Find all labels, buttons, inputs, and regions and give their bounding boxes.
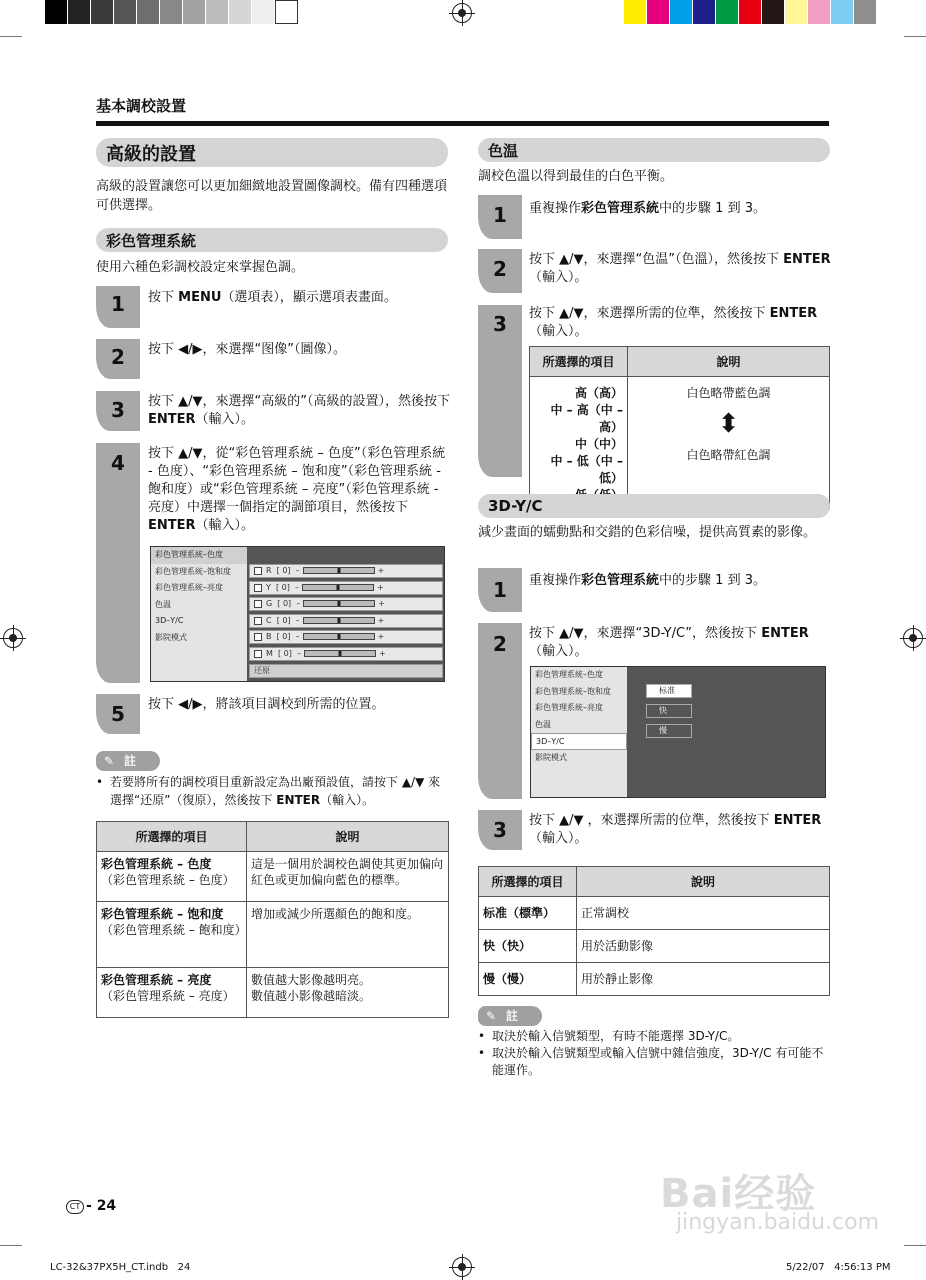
gray-swatch: [160, 0, 183, 24]
footer-timestamp: 5/22/07 4:56:13 PM: [786, 1262, 891, 1273]
step-text: 按下 ▲/▼ ，來選擇所需的位準，然後按下 ENTER（輸入）。: [529, 813, 822, 846]
gray-swatch: [91, 0, 114, 24]
cms-slider-row[interactable]: [249, 630, 443, 644]
desc-top: 白色略帶藍色調: [686, 386, 771, 400]
cms-slider-row[interactable]: [249, 614, 443, 628]
level: 高（高）: [574, 386, 623, 400]
step-marker: [96, 443, 140, 683]
color-swatch: [739, 0, 762, 24]
slider-value: [ 0]: [276, 632, 291, 642]
gray-swatch: [183, 0, 206, 24]
gray-swatch: [137, 0, 160, 24]
level: 中 – 高（中 – 高）: [550, 403, 623, 434]
gray-calibration-bar: [45, 0, 298, 24]
table-header: 所選擇的項目: [530, 347, 628, 377]
step-number: 2: [111, 345, 125, 369]
paperclip-icon: ✎: [104, 754, 115, 768]
slider-value: [ 0]: [276, 566, 291, 575]
watermark-url: jingyan.baidu.com: [676, 1210, 880, 1235]
slider-value: [ 0]: [278, 649, 292, 658]
step-number: 3: [493, 818, 507, 842]
page-prefix: CT: [66, 1200, 84, 1214]
slider-track[interactable]: [304, 650, 376, 657]
table-header: 說明: [628, 347, 830, 377]
level: 中（中）: [574, 437, 623, 451]
step-text: 按下 ▲/▼，來選擇“色温”（色溫），然後按下 ENTER（輸入）。: [529, 252, 831, 285]
color-swatch: [693, 0, 716, 24]
table-header: 所選擇的項目: [97, 822, 247, 852]
menu-item[interactable]: 彩色管理系統–亮度: [155, 583, 223, 592]
slider-track[interactable]: [303, 633, 375, 640]
step-text: 按下 ▲/▼，來選擇“3D-Y/C”，然後按下 ENTER（輸入）。: [529, 626, 809, 659]
step-text: 按下 ▲/▼，從“彩色管理系統 – 色度”（彩色管理系統 - 色度）、“彩色管理系統 – 饱和度”（彩色管理系統 - 飽和度）或“彩色管理系統 – 亮度”（彩色管理系統 - 亮度）中選擇一個指定的調節項目，然後按下 ENTER（輸入）。: [148, 446, 446, 533]
menu-item[interactable]: 3D–Y/C: [155, 616, 184, 625]
option-fast[interactable]: 快: [646, 704, 692, 718]
note-text: • 取決於輸入信號類型，有時不能選擇 3D-Y/C。: [478, 1029, 740, 1043]
checkbox[interactable]: [254, 633, 262, 641]
slider-value: [ 0]: [275, 582, 290, 592]
step-number: 2: [493, 632, 507, 656]
checkbox[interactable]: [254, 584, 262, 592]
level: 中 – 低（中 – 低）: [550, 454, 623, 485]
step-text: 重複操作彩色管理系統中的步驟 1 到 3。: [529, 201, 766, 216]
gray-swatch: [45, 0, 68, 24]
color-temp-intro: 調校色溫以得到最佳的白色平衡。: [478, 169, 674, 184]
menu-item[interactable]: 色温: [155, 599, 171, 609]
watermark-logo: Bai经验: [660, 1171, 817, 1217]
step-number: 1: [493, 578, 507, 602]
table-cell: [628, 377, 830, 509]
table-cell: 彩色管理系統 – 饱和度 （彩色管理系統 – 飽和度）: [97, 902, 247, 968]
slider-label: C: [266, 615, 272, 625]
cms-intro: 使用六種色彩調校設定來掌握色調。: [96, 260, 305, 275]
option-slow[interactable]: 慢: [646, 724, 692, 738]
table-cell: 彩色管理系統 – 色度 （彩色管理系統 – 色度）: [97, 852, 247, 902]
table-cell: [530, 377, 628, 509]
3dyc-screen: [530, 666, 826, 798]
gray-swatch: [229, 0, 252, 24]
note-text: • 取決於輸入信號類型或輸入信號中雜信強度，3D-Y/C 有可能不能運作。: [478, 1046, 824, 1077]
color-swatch: [647, 0, 670, 24]
step-number: 1: [493, 203, 507, 227]
menu-item[interactable]: 彩色管理系統–亮度: [535, 703, 603, 712]
3dyc-screen-menu: [531, 667, 627, 797]
step-number: 1: [111, 292, 125, 316]
slider-minus: –: [295, 632, 300, 642]
step-number: 5: [111, 702, 125, 726]
step-text: 按下 ▲/▼，來選擇“高級的”（高級的設置），然後按下 ENTER（輸入）。: [148, 394, 450, 427]
crop-mark: [0, 36, 22, 37]
gray-swatch: [114, 0, 137, 24]
note-text: • 若要將所有的調校項目重新設定為出廠預設值，請按下 ▲/▼ 來選擇“还原”（復原），然後按下 ENTER（輸入）。: [96, 775, 441, 807]
paperclip-icon: ✎: [486, 1009, 497, 1023]
menu-item[interactable]: 彩色管理系統–饱和度: [155, 566, 231, 576]
gray-swatch: [68, 0, 91, 24]
gray-swatch: [252, 0, 275, 24]
table-cell: 增加或減少所選顏色的飽和度。: [247, 902, 449, 968]
step-text: 按下 ▲/▼，來選擇所需的位準，然後按下 ENTER（輸入）。: [529, 306, 818, 339]
slider-plus: +: [376, 582, 384, 592]
slider-plus: +: [377, 632, 385, 642]
menu-item[interactable]: 影院模式: [155, 632, 187, 642]
note-badge: ✎ 註: [478, 1006, 542, 1026]
cms-slider-row[interactable]: [249, 597, 443, 611]
slider-label: B: [266, 632, 272, 642]
3dyc-table: [478, 866, 830, 996]
color-swatch: [785, 0, 808, 24]
registration-mark-left: [3, 628, 23, 648]
cms-screen-menu: [151, 547, 247, 681]
table-header: 所選擇的項目: [479, 867, 577, 897]
option-standard[interactable]: 标准: [646, 684, 692, 698]
slider-minus: –: [296, 649, 301, 658]
gray-swatch: [206, 0, 229, 24]
slider-minus: –: [296, 599, 301, 609]
footer-file: LC-32&37PX5H_CT.indb 24: [50, 1262, 191, 1273]
slider-track[interactable]: [302, 584, 374, 591]
color-swatch: [854, 0, 877, 24]
registration-mark-bottom: [452, 1257, 472, 1277]
step-number: 3: [493, 312, 507, 336]
table-cell: 這是一個用於調校色調使其更加偏向紅色或更加偏向藍色的標準。: [247, 852, 449, 902]
table-cell: 快（快）: [479, 930, 577, 963]
menu-item[interactable]: 彩色管理系統–色度: [151, 547, 247, 564]
step-number: 2: [493, 257, 507, 281]
desc-bottom: 白色略帶紅色調: [686, 448, 771, 462]
cms-screen: [150, 546, 445, 682]
menu-item[interactable]: 色温: [535, 719, 551, 729]
section-title-advanced: 高級的設置: [96, 138, 448, 167]
table-cell: 數值越大影像越明亮。 數值越小影像越暗淡。: [247, 968, 449, 1018]
table-cell: 正常調校: [577, 897, 830, 930]
table-cell: 用於靜止影像: [577, 963, 830, 996]
table-cell: 用於活動影像: [577, 930, 830, 963]
slider-plus: +: [378, 599, 385, 609]
color-swatch: [670, 0, 693, 24]
slider-track[interactable]: [303, 617, 375, 624]
crop-mark: [904, 36, 926, 37]
section-title-3dyc: 3D-Y/C: [478, 494, 830, 518]
slider-label: G: [266, 599, 273, 609]
checkbox[interactable]: [254, 567, 262, 575]
cms-slider-row[interactable]: [249, 564, 443, 578]
color-swatch: [762, 0, 785, 24]
slider-label: Y: [266, 582, 271, 592]
step-text: 重複操作彩色管理系統中的步驟 1 到 3。: [529, 573, 766, 588]
menu-item[interactable]: 影院模式: [535, 752, 567, 762]
page-number: - 24: [86, 1198, 117, 1214]
advanced-intro: 高級的設置讓您可以更加細緻地設置圖像調校。備有四種選項可供選擇。: [96, 179, 448, 213]
subsection-title-cms: 彩色管理系統: [96, 228, 448, 252]
table-header: 說明: [247, 822, 449, 852]
step-text: 按下 ◀/▶，將該項目調校到所需的位置。: [148, 697, 385, 712]
slider-value: [ 0]: [277, 599, 292, 609]
color-swatch: [716, 0, 739, 24]
checkbox[interactable]: [254, 650, 262, 658]
slider-label: M: [266, 649, 273, 658]
color-swatch: [808, 0, 831, 24]
table-cell: 标准（標準）: [479, 897, 577, 930]
cms-slider-row[interactable]: [249, 581, 443, 595]
slider-track[interactable]: [303, 567, 375, 574]
slider-minus: –: [294, 582, 299, 592]
reset-row[interactable]: 还原: [249, 664, 443, 678]
table-cell: 彩色管理系統 – 亮度 （彩色管理系統 – 亮度）: [97, 968, 247, 1018]
step-text: 按下 MENU（選項表），顯示選項表畫面。: [148, 290, 397, 305]
up-down-arrow-icon: ⬍: [717, 409, 740, 439]
section-title-color-temp: 色温: [478, 138, 830, 162]
menu-item[interactable]: 3D–Y/C: [531, 733, 627, 750]
note-badge: ✎ 註: [96, 751, 160, 771]
step-text: 按下 ◀/▶，來選擇“图像”（圖像）。: [148, 342, 346, 357]
color-swatch: [624, 0, 647, 24]
checkbox[interactable]: [254, 600, 262, 608]
menu-item[interactable]: 彩色管理系統–色度: [535, 670, 603, 679]
step-number: 3: [111, 398, 125, 422]
slider-plus: +: [377, 566, 385, 575]
slider-value: [ 0]: [276, 615, 291, 625]
slider-minus: –: [295, 615, 300, 625]
menu-item[interactable]: 彩色管理系統–饱和度: [535, 686, 611, 696]
cms-slider-row[interactable]: [249, 647, 443, 661]
slider-minus: –: [295, 566, 300, 575]
color-swatch: [831, 0, 854, 24]
slider-plus: +: [377, 615, 385, 625]
color-calibration-bar: [624, 0, 877, 24]
slider-track[interactable]: [303, 600, 375, 607]
table-cell: 慢（慢）: [479, 963, 577, 996]
checkbox[interactable]: [254, 617, 262, 625]
registration-mark-right: [903, 628, 923, 648]
crop-mark: [0, 1245, 22, 1246]
slider-label: R: [266, 566, 272, 575]
color-temp-table: [529, 346, 830, 509]
3dyc-intro: 減少畫面的蠕動點和交錯的色彩信噪，提供高質素的影像。: [478, 525, 817, 540]
header-rule: [96, 121, 829, 126]
slider-plus: +: [378, 649, 386, 658]
table-header: 說明: [577, 867, 830, 897]
crop-mark: [904, 1245, 926, 1246]
cms-table: [96, 821, 449, 1018]
step-number: 4: [111, 451, 125, 475]
gray-swatch: [275, 0, 298, 24]
registration-mark-top: [452, 3, 472, 23]
page-header: 基本調校設置: [96, 97, 187, 115]
